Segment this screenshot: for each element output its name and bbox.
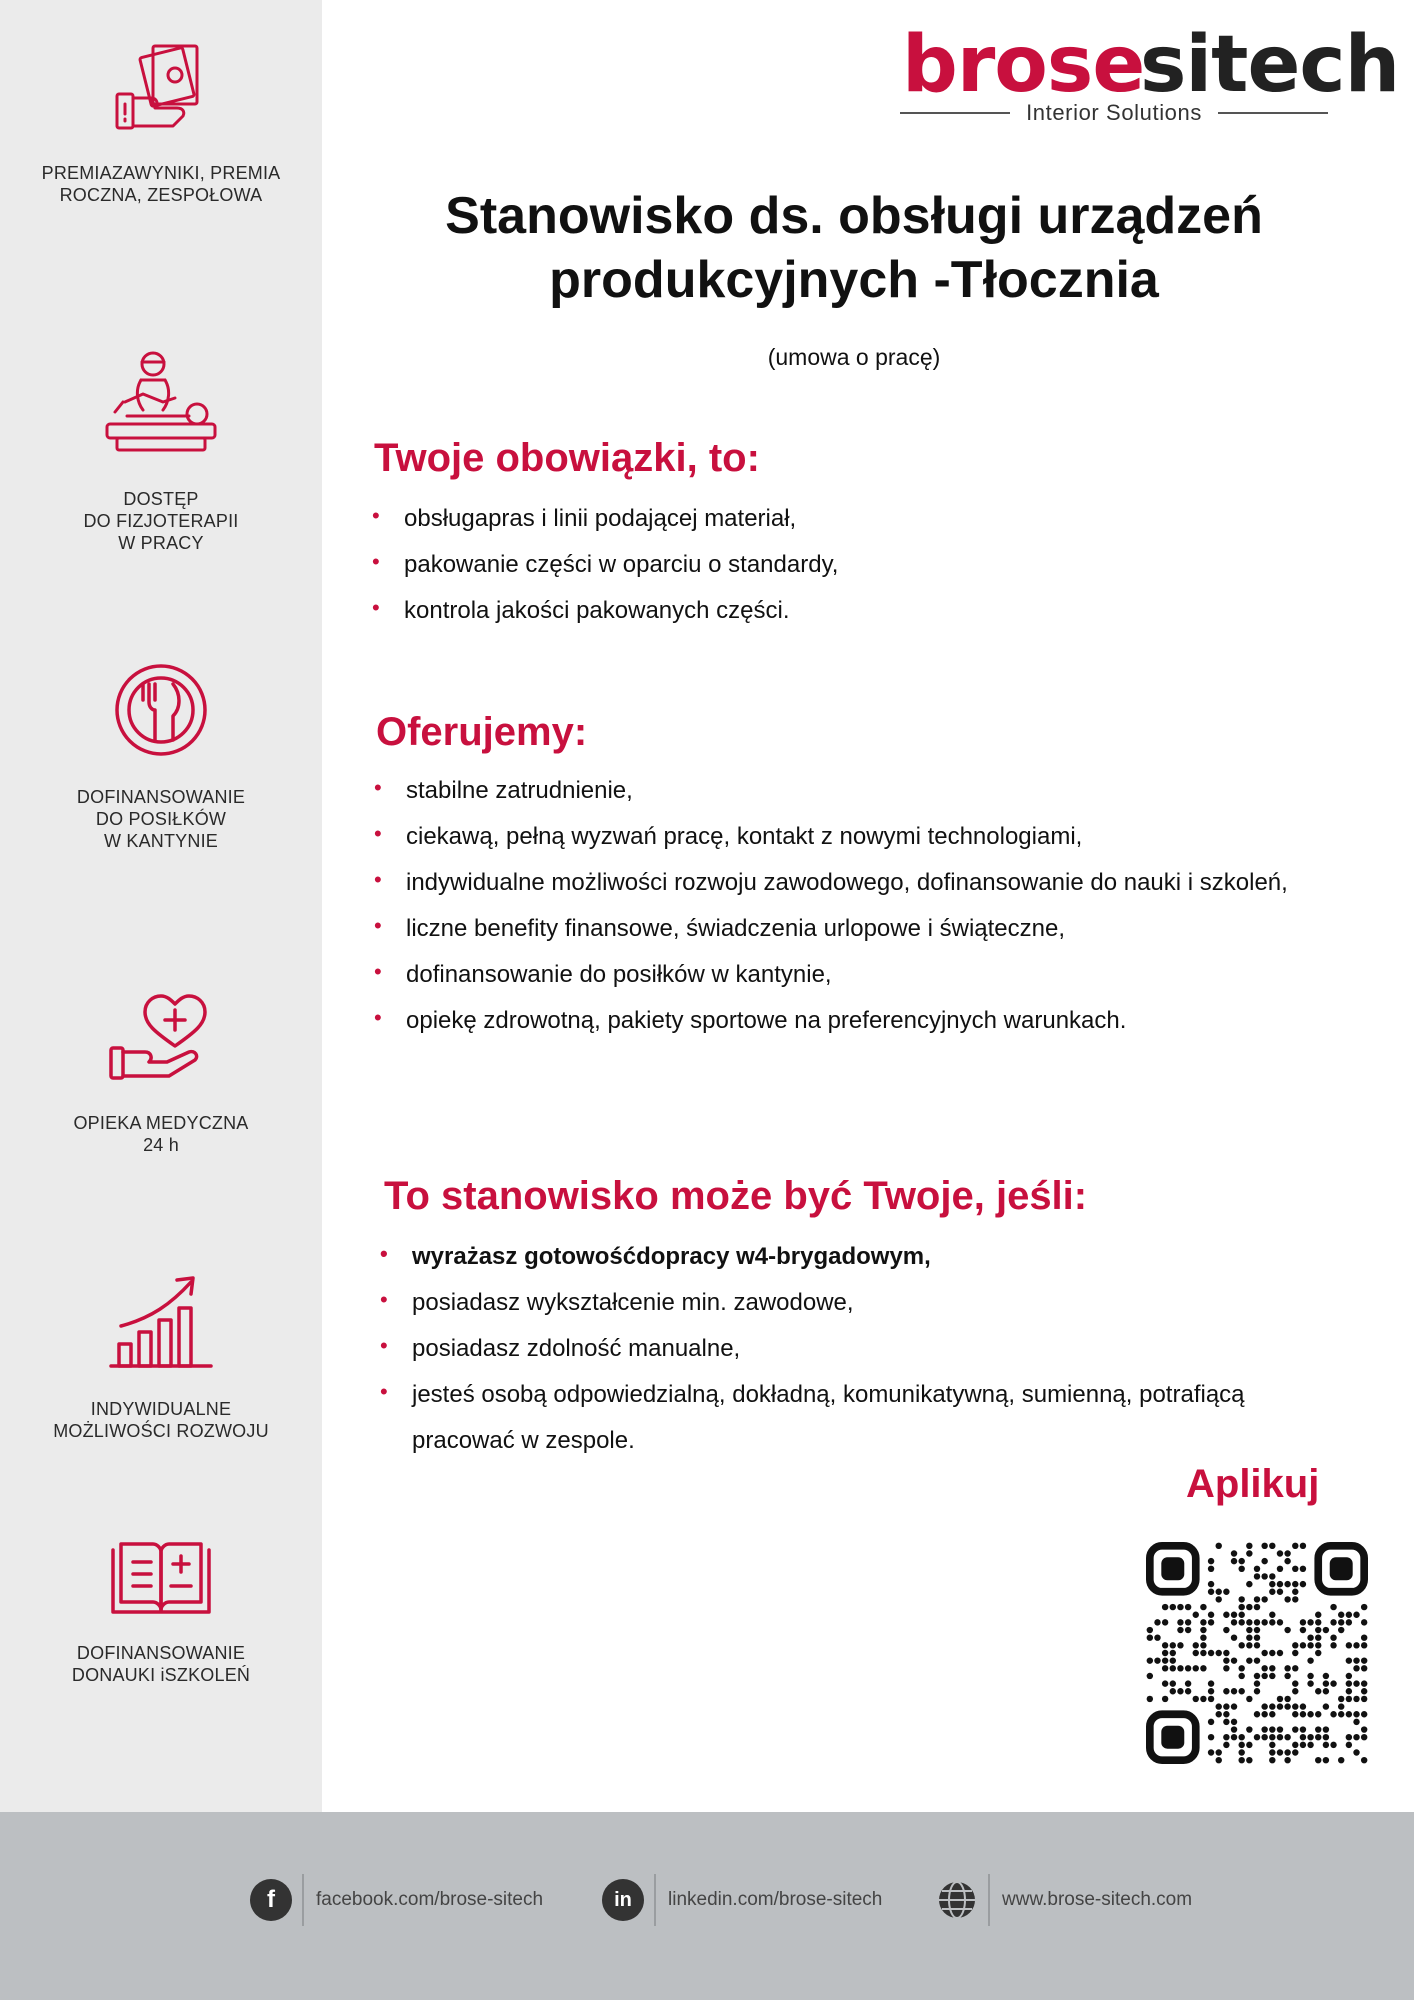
linkedin-icon: in: [602, 1879, 644, 1921]
facebook-link[interactable]: [250, 1872, 543, 1928]
brand-logo: [900, 20, 1400, 130]
physiotherapy-icon: [103, 350, 219, 460]
list-item: • opiekę zdrowotną, pakiety sportowe na preferencyjnych warunkach.: [374, 998, 1314, 1044]
money-hand-icon: [113, 42, 209, 134]
divider: [654, 1874, 656, 1926]
benefit-label: OPIEKA MEDYCZNA 24 h: [73, 1113, 249, 1155]
growth-chart-icon: [109, 1274, 213, 1370]
globe-icon: [936, 1879, 978, 1921]
list-item: • posiadasz wykształcenie min. zawodowe,: [380, 1280, 1346, 1326]
divider: [988, 1874, 990, 1926]
title-line: produkcyjnych -Tłocznia: [549, 251, 1159, 309]
list-item: • indywidualne możliwości rozwoju zawodowego, dofinansowanie do nauki i szkoleń,: [374, 860, 1314, 906]
list-item: • kontrola jakości pakowanych części.: [372, 588, 1332, 634]
logo-tagline: [900, 98, 1328, 128]
list-item: • pakowanie części w oparciu o standardy,: [372, 542, 1332, 588]
benefit-bonus: [0, 42, 322, 206]
contract-type: (umowa o pracę): [767, 344, 941, 370]
apply-label: Aplikuj: [1186, 1462, 1320, 1506]
benefit-development: [0, 1274, 322, 1442]
requirements-list: [380, 1234, 1346, 1464]
benefit-medical: [0, 992, 322, 1156]
title-line: Stanowisko ds. obsługi urządzeń: [445, 187, 1263, 245]
list-item: • jesteś osobą odpowiedzialną, dokładną, komunikatywną, sumienną, potrafiącą pracować w zespole.: [380, 1372, 1346, 1464]
list-item: • dofinansowanie do posiłków w kantynie,: [374, 952, 1314, 998]
facebook-link-text[interactable]: facebook.com/brose-sitech: [316, 1889, 544, 1910]
benefit-label: DOFINANSOWANIE DONAUKI iSZKOLEŃ: [71, 1643, 251, 1685]
benefit-label: PREMIAZAWYNIKI, PREMIA ROCZNA, ZESPOŁOWA: [41, 163, 281, 205]
website-link[interactable]: [936, 1872, 1192, 1928]
open-book-icon: [111, 1542, 211, 1614]
logo-brose: brose: [902, 20, 1145, 110]
website-link-text[interactable]: www.brose-sitech.com: [1002, 1889, 1193, 1910]
logo-sitech: sitech: [1140, 20, 1400, 110]
page-title: [372, 184, 1336, 312]
benefits-sidebar: [0, 0, 322, 1812]
logo-divider: [900, 112, 1010, 114]
list-item: • liczne benefity finansowe, świadczenia urlopowe i świąteczne,: [374, 906, 1314, 952]
duties-list: [372, 496, 1332, 634]
plate-cutlery-icon: [113, 662, 209, 758]
list-item: • ciekawą, pełną wyzwań pracę, kontakt z nowymi technologiami,: [374, 814, 1314, 860]
benefit-meals: [0, 662, 322, 852]
benefit-training: [0, 1542, 322, 1686]
qr-code-icon[interactable]: [1146, 1542, 1368, 1764]
benefit-physiotherapy: [0, 350, 322, 554]
linkedin-link-text[interactable]: linkedin.com/brose-sitech: [668, 1889, 883, 1910]
benefit-label: DOFINANSOWANIE DO POSIŁKÓW W KANTYNIE: [76, 787, 246, 851]
list-item: • obsługapras i linii podającej materiał,: [372, 496, 1332, 542]
benefit-label: INDYWIDUALNE MOŻLIWOŚCI ROZWOJU: [53, 1399, 269, 1441]
duties-heading: Twoje obowiązki, to:: [374, 436, 760, 480]
offer-heading: Oferujemy:: [376, 710, 588, 754]
list-item: • wyrażasz gotowośćdopracy w4-brygadowym,: [380, 1234, 1346, 1280]
list-item: • posiadasz zdolność manualne,: [380, 1326, 1346, 1372]
benefit-label: DOSTĘP DO FIZJOTERAPII W PRACY: [83, 489, 239, 553]
offer-list: [374, 768, 1314, 1044]
logo-divider: [1218, 112, 1328, 114]
linkedin-link[interactable]: [602, 1872, 882, 1928]
list-item: • stabilne zatrudnienie,: [374, 768, 1314, 814]
heart-hand-icon: [109, 992, 213, 1084]
logo-tagline-text: Interior Solutions: [1026, 100, 1202, 125]
divider: [302, 1874, 304, 1926]
requirements-heading: To stanowisko może być Twoje, jeśli:: [384, 1174, 1088, 1218]
facebook-icon: f: [250, 1879, 292, 1921]
